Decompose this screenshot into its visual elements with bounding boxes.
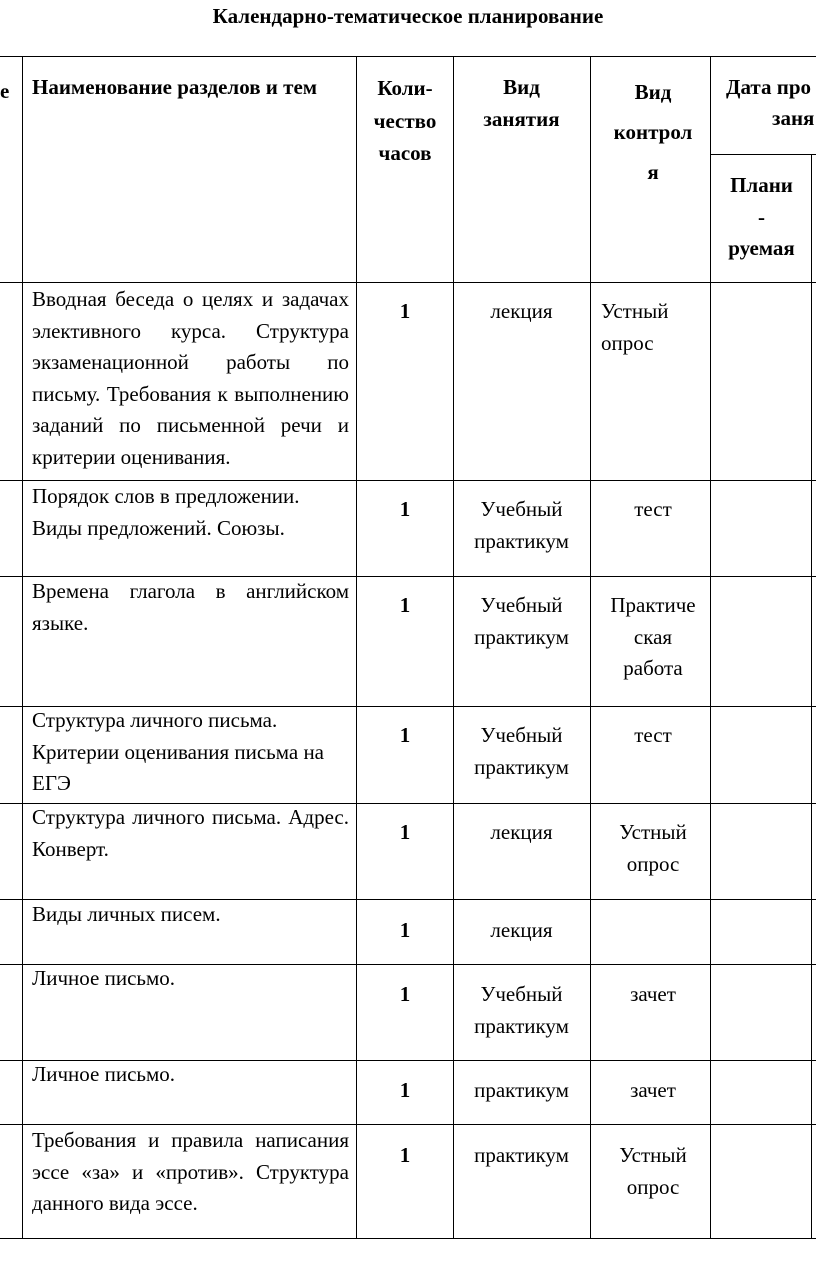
row-9-topic: Требования и правила написания эссе «за» и «против». Структура данного вида эссе.: [32, 1128, 349, 1215]
row-1-control: Устный опрос: [601, 299, 669, 355]
row-5-control: Устный опрос: [619, 820, 687, 876]
row-3-control: Практиче ская работа: [610, 593, 696, 680]
row-4-control: тест: [634, 723, 672, 747]
row-9-control: Устный опрос: [619, 1143, 687, 1199]
row-3-hours: 1: [399, 593, 411, 617]
row-5-hours: 1: [399, 820, 411, 844]
hours-header: Коли- чество часов: [373, 76, 437, 165]
lesson-type-header: Вид занятия: [483, 75, 560, 131]
topic-header: Наименование разделов и тем: [32, 75, 318, 99]
row-5-topic: Структура личного письма. Адрес. Конверт.: [32, 805, 349, 861]
row-8-topic: Личное письмо.: [32, 1062, 176, 1086]
row-5-type: лекция: [490, 820, 553, 844]
number-header: [0, 76, 22, 116]
row-4-hours: 1: [399, 723, 411, 747]
row-9-hours: 1: [399, 1143, 411, 1167]
number-header-text: е: [0, 79, 10, 103]
row-2-control: тест: [634, 497, 672, 521]
row-7-topic: Личное письмо.: [32, 966, 176, 990]
row-2-hours: 1: [399, 497, 411, 521]
row-3-type: Учебный практикум: [474, 593, 569, 649]
row-6-type: лекция: [490, 918, 553, 942]
row-1-topic: Вводная беседа о целях и задачах элективного курса. Структура экзаменационной работы по письму. Требования к выполнению заданий по письменной речи и критерии оценивания.: [32, 287, 349, 469]
planned-date-header: Плани - руемая: [728, 173, 795, 260]
row-7-control: зачет: [630, 982, 676, 1006]
row-2-type: Учебный практикум: [474, 497, 569, 553]
row-4-topic: Структура личного письма. Критерии оценивания письма на ЕГЭ: [32, 708, 325, 795]
row-1-type: лекция: [490, 299, 553, 323]
row-8-type: практикум: [474, 1078, 569, 1102]
row-4-type: Учебный практикум: [474, 723, 569, 779]
date-header-line1: Дата про: [726, 75, 812, 99]
row-9-type: практикум: [474, 1143, 569, 1167]
date-header: [712, 72, 816, 142]
row-7-hours: 1: [399, 982, 411, 1006]
row-8-control: зачет: [630, 1078, 676, 1102]
date-header-line2: заня: [772, 106, 815, 130]
row-6-hours: 1: [399, 918, 411, 942]
row-6-topic: Виды личных писем.: [32, 902, 221, 926]
row-7-type: Учебный практикум: [474, 982, 569, 1038]
row-3-topic: Времена глагола в английском языке.: [32, 579, 349, 635]
row-2-topic: Порядок слов в предложении. Виды предложений. Союзы.: [32, 484, 300, 540]
page-title: Календарно-тематическое планирование: [212, 4, 604, 28]
row-8-hours: 1: [399, 1078, 411, 1102]
row-1-hours: 1: [399, 299, 411, 323]
control-type-header: Вид контрол я: [613, 80, 693, 184]
